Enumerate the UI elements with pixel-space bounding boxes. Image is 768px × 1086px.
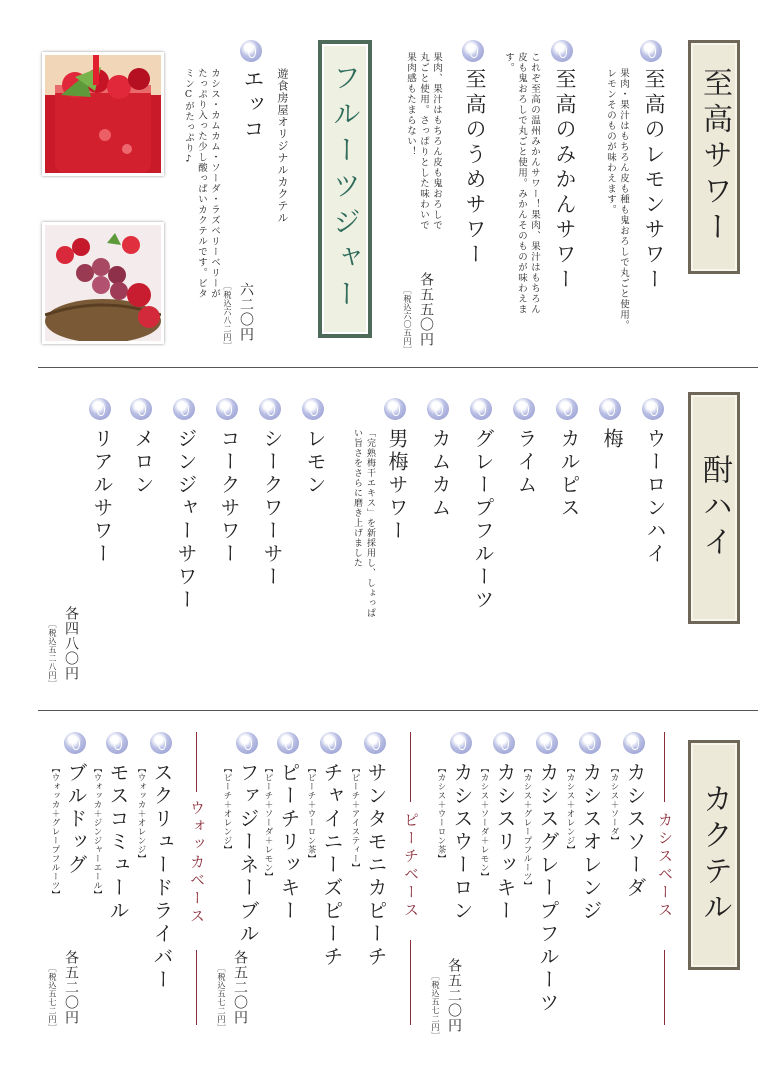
menu-item-melon: メロン (131, 428, 155, 497)
item-desc-mikan-sour: これぞ至高の温州みかんサワー！果肉、果汁はもちろん皮も鬼おろしで丸ごと使用。みかんそのものが味わえます。 (503, 52, 540, 315)
menu-item-cassis-oolong: カシスウーロン (450, 762, 474, 923)
menu-item-camucamu: カムカム (428, 428, 452, 520)
item-sub-chinese-peach: 【ピーチ＋ウーロン茶】 (306, 764, 316, 863)
section-title-fruit-jar-text: フルーツジャー (329, 63, 362, 315)
menu-item-coke-sour: コークサワー (217, 428, 241, 566)
bullet-icon (302, 398, 324, 420)
bullet-icon (450, 732, 472, 754)
item-sub-cassis-soda: 【カシス＋ソーダ】 (609, 764, 619, 845)
bullet-icon (384, 398, 406, 420)
bullet-icon (259, 398, 281, 420)
section-title-chuhai (688, 392, 740, 624)
menu-item-cassis-rickey: カシスリッキー (493, 762, 517, 923)
item-desc-ekko: カシス・カムカム・ソーダ・ラズベリーベリーがたっぷり入った少し酸っぱいカクテルです。ビタミンCがたっぷり♪ (183, 68, 220, 299)
section-title-shikou-text: 至高サワー (697, 67, 732, 247)
price-ekko: 六二〇円 (238, 282, 254, 342)
price-cassis: 各五二〇円 (446, 958, 462, 1033)
item-sub-cassis-orange: 【カシス＋オレンジ】 (565, 764, 575, 854)
menu-item-screwdriver: スクリュードライバー (150, 762, 174, 992)
peach-base-label: ピーチベース (402, 812, 420, 920)
item-sub-moscow-mule: 【ウォッカ＋ジンジャーエール】 (92, 764, 102, 899)
bullet-icon (642, 398, 664, 420)
tax-price-vodka: ［税込五七二円］ (48, 964, 57, 1032)
vodka-base-label: ウォッカベース (188, 800, 206, 926)
menu-item-ume-sour: 至高のうめサワー (463, 68, 487, 268)
bullet-icon (599, 398, 621, 420)
menu-item-peach-rickey: ピーチリッキー (277, 762, 301, 923)
tax-price-ekko: ［税込六八二円］ (223, 282, 232, 350)
bullet-icon (470, 398, 492, 420)
section-title-fruit-jar (318, 40, 372, 338)
bullet-icon (150, 732, 172, 754)
divider-2 (38, 710, 758, 711)
item-sub-peach-rickey: 【ピーチ＋ソーダ＋レモン】 (263, 764, 273, 881)
tax-price-shikou: ［税込六〇五円］ (403, 286, 412, 354)
menu-item-lemon: レモン (303, 428, 327, 497)
menu-item-ekko: エッコ (241, 68, 265, 143)
tax-price-cassis: ［税込五七二円］ (431, 972, 440, 1040)
bullet-icon (173, 398, 195, 420)
section-title-chuhai-text: 酎ハイ (697, 454, 732, 562)
menu-item-real-sour: リアルサワー (90, 428, 114, 566)
item-sub-cassis-rickey: 【カシス＋ソーダ＋レモン】 (479, 764, 489, 881)
item-desc-lemon-sour: 果肉・果汁はもちろん皮も種も鬼おろしで丸ごと使用。レモンそのものが味わえます。 (605, 68, 629, 331)
section-title-cocktail (688, 740, 740, 970)
tax-price-peach: ［税込五七二円］ (217, 964, 226, 1032)
raspberry-drink-image (45, 55, 161, 173)
menu-item-cassis-soda: カシスソーダ (623, 762, 647, 900)
item-sub-santa-monica-peach: 【ピーチ＋アイスティー】 (350, 764, 360, 872)
fruit-intro: 遊食房屋オリジナルカクテル (276, 68, 289, 224)
item-desc-ume-sour: 果肉、果汁はもちろん皮も鬼おろしで丸ごと使用。さっぱりとした味わいで果肉感もたまらない！ (405, 52, 442, 231)
vodka-base-line-bottom (196, 950, 197, 1025)
bullet-icon (551, 40, 573, 62)
item-sub-bulldog: 【ウォッカ＋グレープフルーツ】 (50, 764, 60, 899)
menu-item-mikan-sour: 至高のみかんサワー (553, 68, 577, 293)
peach-base-line-top (410, 732, 411, 802)
bullet-icon (556, 398, 578, 420)
price-vodka: 各五二〇円 (63, 950, 79, 1025)
menu-item-santa-monica-peach: サンタモニカピーチ (364, 762, 388, 969)
menu-item-calpis: カルピス (557, 428, 581, 520)
fruit-basket-photo (42, 222, 164, 344)
bullet-icon (240, 40, 262, 62)
item-sub-fuzzy-navel: 【ピーチ＋オレンジ】 (222, 764, 232, 854)
vodka-base-line-top (196, 732, 197, 792)
price-peach: 各五二〇円 (232, 950, 248, 1025)
price-shikou: 各五五〇円 (418, 272, 434, 347)
bullet-icon (640, 40, 662, 62)
menu-item-moscow-mule: モスコミュール (106, 762, 130, 923)
menu-item-cassis-grapefruit: カシスグレープフルーツ (536, 762, 560, 1015)
menu-item-otoume-sour: 男梅サワー (385, 428, 409, 543)
menu-item-bulldog: ブルドッグ (64, 762, 88, 877)
bullet-icon (216, 398, 238, 420)
raspberry-drink-photo (42, 52, 164, 176)
bullet-icon (277, 732, 299, 754)
menu-item-grapefruit: グレープフルーツ (471, 428, 495, 612)
fruit-basket-image (45, 225, 161, 341)
bullet-icon (89, 398, 111, 420)
otoume-note: 「完熟梅干エキス」を新採用し、しょっぱい旨さをさらに磨き上げました (352, 428, 375, 618)
menu-item-oolong-hai: ウーロンハイ (643, 428, 667, 566)
peach-base-line-bottom (410, 940, 411, 1025)
bullet-icon (320, 732, 342, 754)
section-title-cocktail-text: カクテル (697, 783, 732, 927)
bullet-icon (236, 732, 258, 754)
item-sub-screwdriver: 【ウォッカ＋オレンジ】 (136, 764, 146, 863)
bullet-icon (493, 732, 515, 754)
menu-item-cassis-orange: カシスオレンジ (579, 762, 603, 923)
tax-price-chuhai: ［税込五二八円］ (48, 620, 57, 688)
item-sub-cassis-grapefruit: 【カシス＋グレープフルーツ】 (522, 764, 532, 890)
cassis-base-line-top (664, 732, 665, 802)
bullet-icon (462, 40, 484, 62)
price-chuhai: 各四八〇円 (63, 606, 79, 681)
bullet-icon (623, 732, 645, 754)
divider-1 (38, 367, 758, 368)
bullet-icon (364, 732, 386, 754)
bullet-icon (427, 398, 449, 420)
menu-item-shikuwasa: シークワーサー (260, 428, 284, 589)
cassis-base-label: カシスベース (656, 812, 674, 920)
menu-item-lime: ライム (514, 428, 538, 497)
menu-item-ume: 梅 (600, 428, 624, 451)
menu-item-ginger-sour: ジンジャーサワー (174, 428, 198, 612)
bullet-icon (536, 732, 558, 754)
menu-item-fuzzy-navel: ファジーネーブル (236, 762, 260, 946)
menu-item-lemon-sour: 至高のレモンサワー (642, 68, 666, 293)
bullet-icon (579, 732, 601, 754)
bullet-icon (106, 732, 128, 754)
item-sub-cassis-oolong: 【カシス＋ウーロン茶】 (436, 764, 446, 863)
bullet-icon (64, 732, 86, 754)
cassis-base-line-bottom (664, 950, 665, 1025)
bullet-icon (130, 398, 152, 420)
section-title-shikou (688, 40, 740, 274)
menu-item-chinese-peach: チャイニーズピーチ (320, 762, 344, 969)
bullet-icon (513, 398, 535, 420)
